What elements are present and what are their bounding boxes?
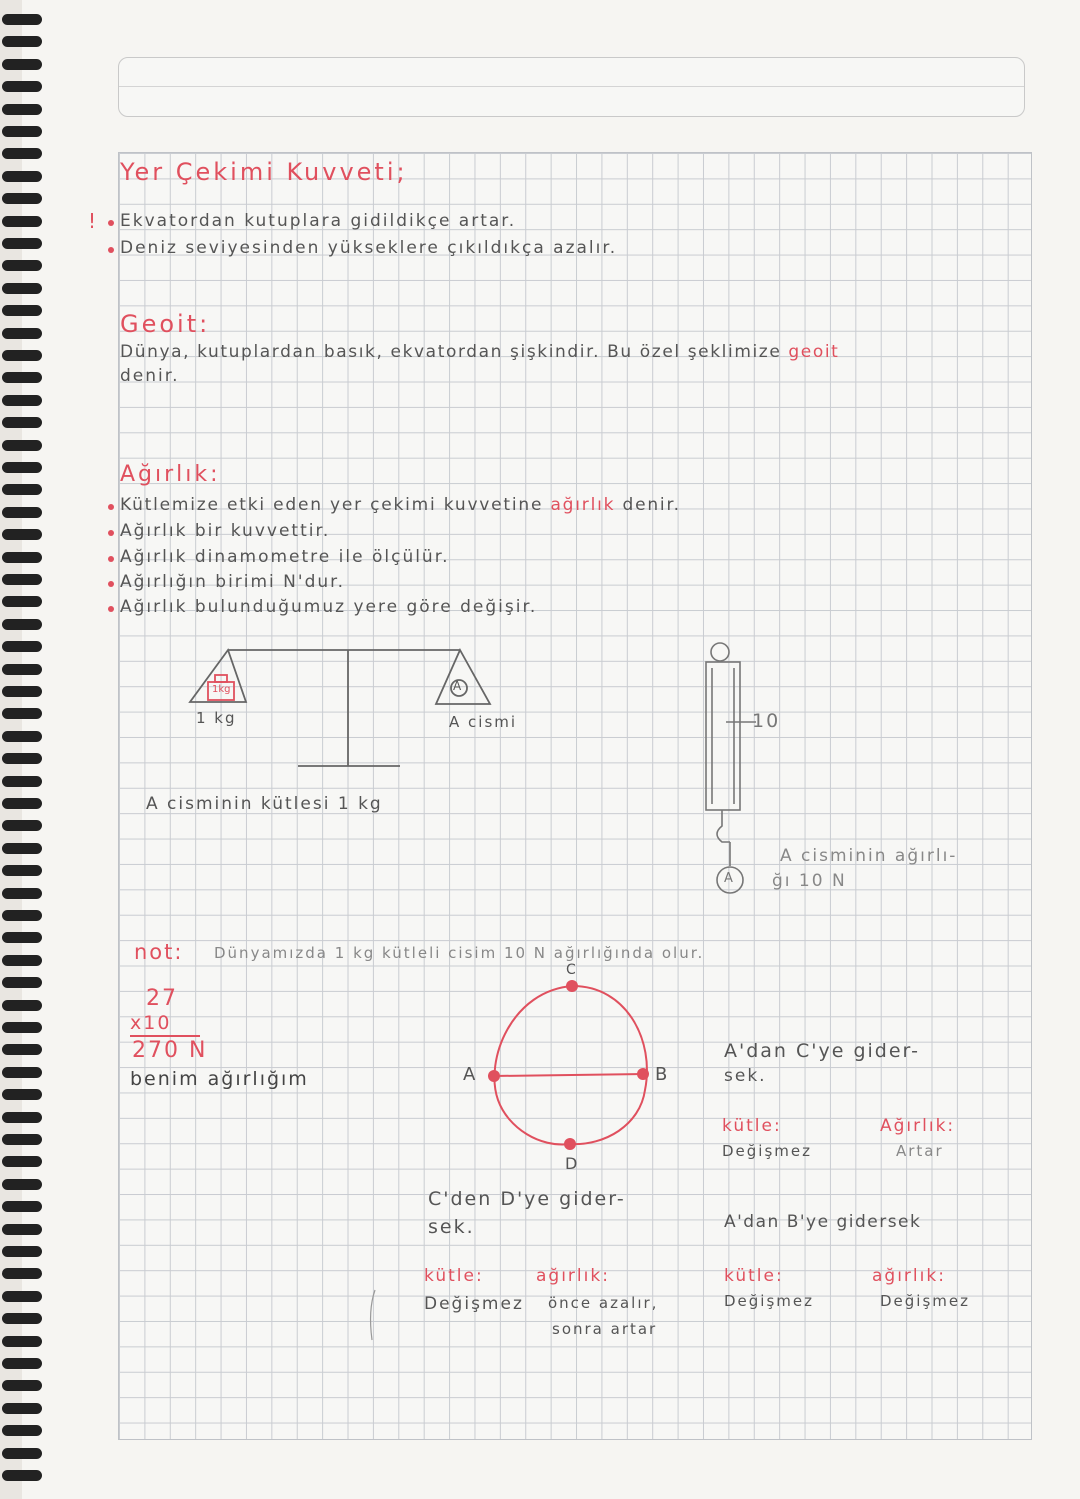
cd-mass-value: Değişmez — [424, 1294, 524, 1314]
ac-mass-value: Değişmez — [722, 1142, 812, 1160]
weight-item-5: Ağırlık bulunduğumuz yere göre değişir. — [120, 597, 538, 617]
ab-mass-label: kütle: — [724, 1266, 784, 1286]
balance-drawing — [190, 650, 490, 766]
note-text: Dünyamızda 1 kg kütleli cisim 10 N ağırlığında olur. — [214, 944, 705, 962]
balance-caption: A cisminin kütlesi 1 kg — [146, 794, 383, 814]
geoid-text: Dünya, kutuplardan basık, ekvatordan şişkindir. Bu özel şeklimize — [120, 342, 782, 362]
calc-a: 27 — [146, 986, 178, 1011]
globe-drawing — [488, 980, 649, 1150]
pencil-mark — [371, 1290, 375, 1340]
ac-mass-label: kütle: — [722, 1116, 782, 1136]
ab-title: A'dan B'ye gidersek — [724, 1212, 922, 1232]
weight-item-2: Ağırlık bir kuvvettir. — [120, 521, 331, 541]
gravity-item-2: Deniz seviyesinden yükseklere çıkıldıkça azalır. — [120, 238, 618, 258]
right-pan-label: A cismi — [449, 713, 518, 731]
ab-weight-value: Değişmez — [880, 1292, 970, 1310]
scale-mark: 10 — [752, 710, 781, 732]
point-d: D — [565, 1154, 578, 1173]
geoid-line-2: denir. — [120, 366, 180, 386]
calc-b: x10 — [130, 1012, 172, 1034]
left-pan-mark: 1kg — [212, 684, 231, 695]
ac-weight-value: Artar — [896, 1142, 944, 1160]
cd-weight-value-2: sonra artar — [552, 1320, 658, 1338]
point-c: C — [566, 962, 576, 978]
cd-title-1: C'den D'ye gider- — [428, 1188, 626, 1210]
cd-title-2: sek. — [428, 1216, 475, 1238]
point-b: B — [655, 1064, 668, 1085]
dynamometer-caption-1: A cisminin ağırlı- — [780, 846, 958, 866]
calc-caption: benim ağırlığım — [130, 1068, 309, 1090]
ac-weight-label: Ağırlık: — [880, 1116, 956, 1136]
point-a: A — [463, 1064, 476, 1085]
weight-term: ağırlık — [550, 495, 616, 515]
weight-item-1-b: denir. — [622, 495, 681, 515]
weight-item-1-a: Kütlemize etki eden yer çekimi kuvvetine — [120, 495, 544, 515]
cd-mass-label: kütle: — [424, 1266, 484, 1286]
weight-heading: Ağırlık: — [120, 462, 221, 487]
cd-weight-label: ağırlık: — [536, 1266, 610, 1286]
dynamometer-drawing — [706, 643, 756, 893]
exclaim-mark: ! — [88, 209, 99, 233]
note-label: not: — [134, 940, 184, 964]
weight-item-4: Ağırlığın birimi N'dur. — [120, 572, 345, 592]
gravity-item-1: Ekvatordan kutuplara gidildikçe artar. — [120, 211, 517, 231]
object-mark: A — [724, 871, 733, 886]
geoid-term: geoit — [788, 342, 840, 362]
geoid-heading: Geoit: — [120, 310, 211, 338]
ab-weight-label: ağırlık: — [872, 1266, 946, 1286]
cd-weight-value-1: önce azalır, — [548, 1294, 659, 1312]
right-pan-mark: A — [453, 679, 462, 693]
gravity-heading: Yer Çekimi Kuvveti; — [120, 158, 408, 186]
ab-mass-value: Değişmez — [724, 1292, 814, 1310]
dynamometer-caption-2: ğı 10 N — [772, 871, 847, 891]
left-pan-label: 1 kg — [196, 709, 237, 727]
ac-title-1: A'dan C'ye gider- — [724, 1040, 921, 1062]
weight-item-3: Ağırlık dinamometre ile ölçülür. — [120, 547, 450, 567]
calc-result: 270 N — [132, 1038, 208, 1063]
ac-title-2: sek. — [724, 1066, 767, 1086]
